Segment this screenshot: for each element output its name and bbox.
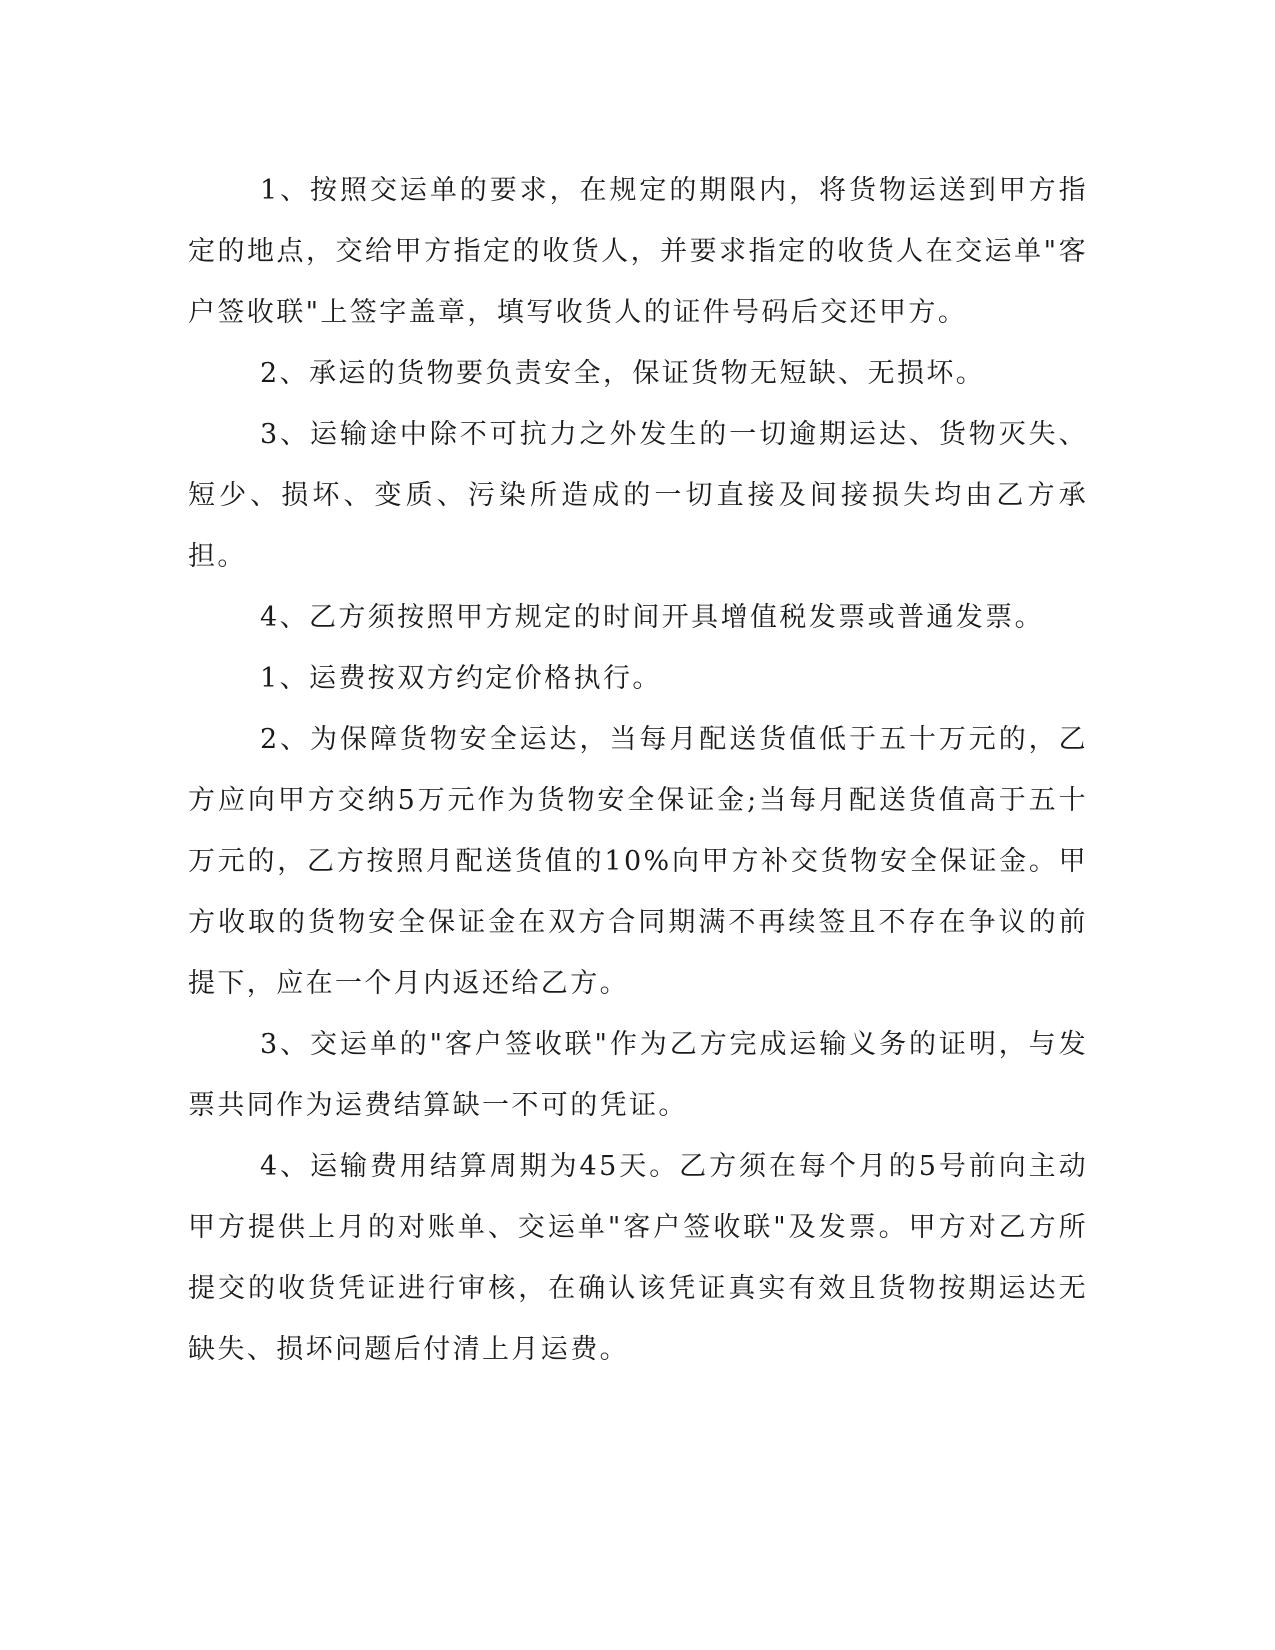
paragraph-obligation-3: 3、运输途中除不可抗力之外发生的一切逾期运达、货物灭失、短少、损坏、变质、污染所造成的一切直接及间接损失均由乙方承担。 — [188, 419, 1088, 572]
paragraph-payment-4: 4、运输费用结算周期为45天。乙方须在每个月的5号前向主动甲方提供上月的对账单、交运单"客户签收联"及发票。甲方对乙方所提交的收货凭证进行审核，在确认该凭证真实有效且货物按期运达无缺失、损坏问题后付清上月运费。 — [188, 1151, 1088, 1365]
paragraph-obligation-4: 4、乙方须按照甲方规定的时间开具增值税发票或普通发票。 — [260, 602, 1044, 633]
paragraph-payment-3: 3、交运单的"客户签收联"作为乙方完成运输义务的证明，与发票共同作为运费结算缺一不可的凭证。 — [188, 1029, 1088, 1121]
paragraph-obligation-2: 2、承运的货物要负责安全，保证货物无短缺、无损坏。 — [260, 358, 986, 389]
paragraph-payment-1: 1、运费按双方约定价格执行。 — [260, 663, 662, 694]
paragraph-obligation-1: 1、按照交运单的要求，在规定的期限内，将货物运送到甲方指定的地点，交给甲方指定的收货人，并要求指定的收货人在交运单"客户签收联"上签字盖章，填写收货人的证件号码后交还甲方。 — [188, 175, 1088, 328]
document-body — [188, 160, 1088, 1380]
paragraph-payment-2: 2、为保障货物安全运达，当每月配送货值低于五十万元的，乙方应向甲方交纳5万元作为货物安全保证金;当每月配送货值高于五十万元的，乙方按照月配送货值的10%向甲方补交货物安全保证金。甲方收取的货物安全保证金在双方合同期满不再续签且不存在争议的前提下，应在一个月内返还给乙方。 — [188, 724, 1088, 999]
